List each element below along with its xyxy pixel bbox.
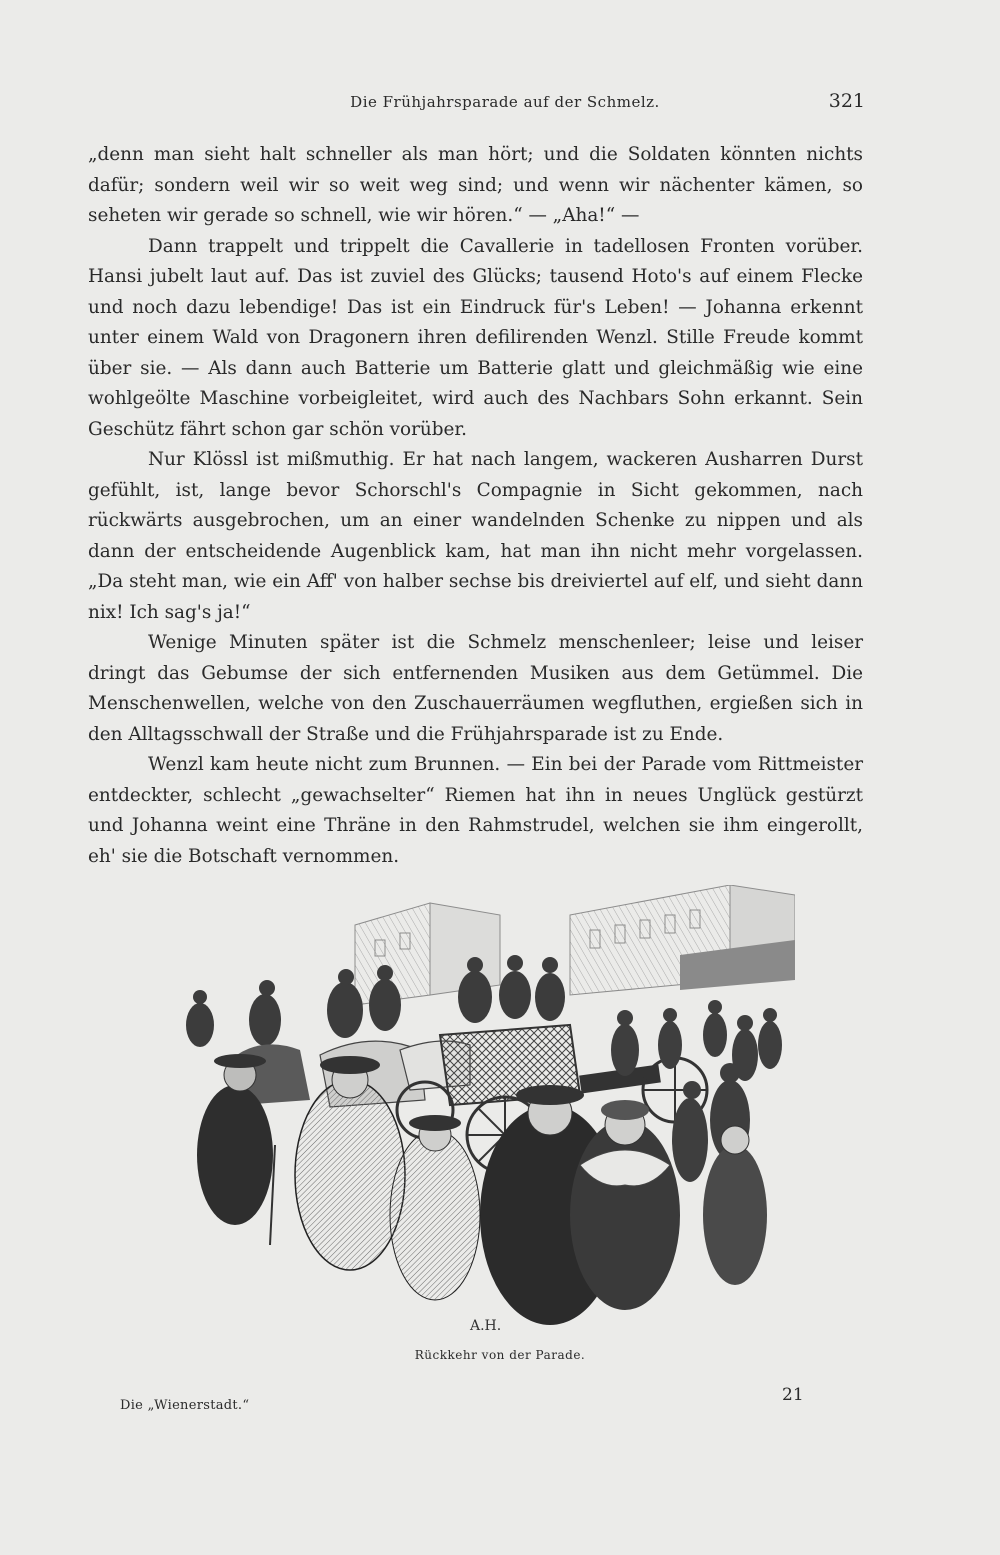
parade-illustration xyxy=(170,885,795,1330)
paragraph-4: Wenige Minuten später ist die Schmelz menschenleer; leise und leiser dringt das Gebumse der sich entfernenden Musiken aus dem Getümmel. Die Menschenwellen, welche von den Zuschauerräumen wegfluthen, ergießen sich in den Alltagsschwall der Straße und die Frühjahrsparade ist zu Ende. xyxy=(88,632,863,745)
figure-caption: Rückkehr von der Parade. xyxy=(414,1348,586,1362)
footer-imprint: Die „Wienerstadt.“ xyxy=(120,1398,250,1413)
running-head xyxy=(145,90,865,114)
background-buildings xyxy=(355,885,795,1005)
paragraph-5: Wenzl kam heute nicht zum Brunnen. — Ein bei der Parade vom Rittmeister entdeckter, schlecht „gewachselter“ Riemen hat ihn in neues Unglück gestürzt und Johanna weint eine Thräne in den Rahmstrudel, welchen sie ihm eingerollt, eh' sie die Botschaft vernommen. xyxy=(88,754,863,867)
page-number: 321 xyxy=(828,90,865,112)
running-title: Die Frühjahrsparade auf der Schmelz. xyxy=(350,93,660,111)
paragraph-3: Nur Klössl ist mißmuthig. Er hat nach langem, wackeren Ausharren Durst gefühlt, ist, lange bevor Schorschl's Compagnie in Sicht gekommen, nach rückwärts ausgebrochen, um an einer wandelnden Schenke zu nippen und als dann der entscheidende Augenblick kam, hat man ihn nicht mehr vorgelassen. „Da steht man, wie ein Aff' von halber sechse bis dreiviertel auf elf, und sieht dann nix! Ich sag's ja!“ xyxy=(88,449,863,623)
signature-mark: 21 xyxy=(782,1385,804,1405)
paragraph-1: „denn man sieht halt schneller als man hört; und die Soldaten könnten nichts dafür; sondern weil wir so weit weg sind; und wenn wir nächenter kämen, so seheten wir gerade so schnell, wie wir hören.“ — „Aha!“ — xyxy=(88,144,863,226)
paragraph-2: Dann trappelt und trippelt die Cavallerie in tadellosen Fronten vorüber. Hansi jubelt laut auf. Das ist zuviel des Glücks; tausend Hoto's auf einem Flecke und noch dazu lebendige! Das ist ein Eindruck für's Leben! — Johanna erkennt unter einem Wald von Dragonern ihren defilirenden Wenzl. Stille Freude kommt über sie. — Als dann auch Batterie um Batterie glatt und gleichmäßig wie eine wohlgeölte Maschine vorbeigleitet, wird auch des Nachbars Sohn erkannt. Sein Geschütz fährt schon gar schön vorüber. xyxy=(88,235,863,440)
body-text xyxy=(88,140,863,872)
illustration-signature: A.H. xyxy=(470,1318,502,1330)
